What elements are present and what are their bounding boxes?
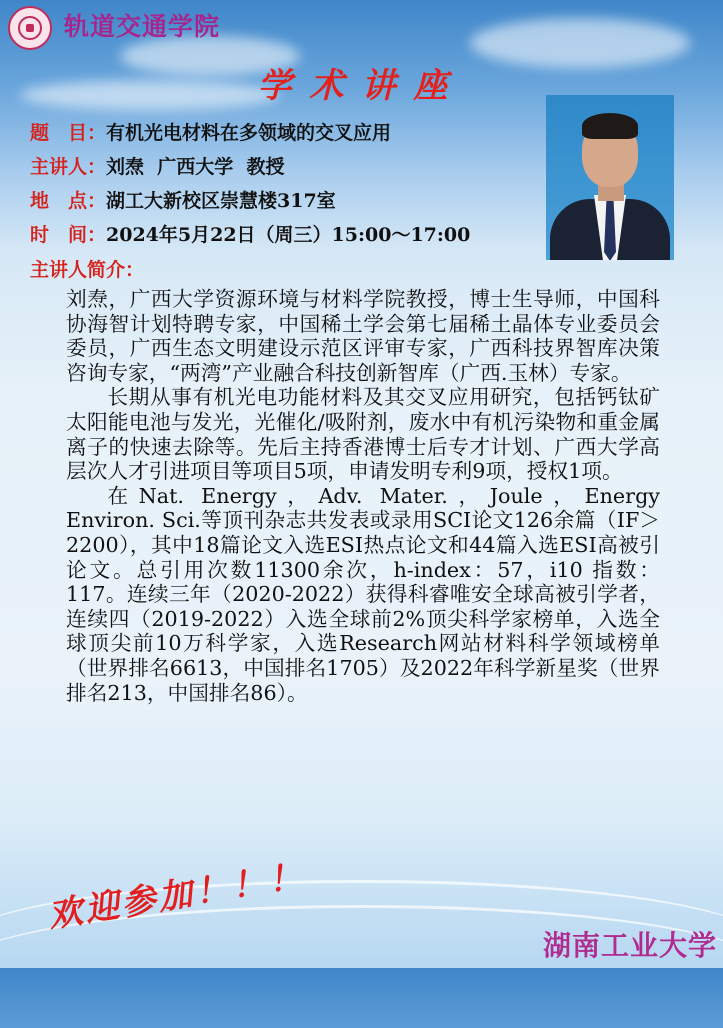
bio-label: 主讲人简介： [30,259,145,281]
bio-paragraph: 刘焘，广西大学资源环境与材料学院教授，博士生导师，中国科协海智计划特聘专家，中国稀土学会第七届稀土晶体专业委员会委员，广西生态文明建设示范区评审专家，广西科技界智库决策咨询专家，“两湾”产业融合科技创新智库（广西.玉林）专家。 [66,287,660,385]
university-name: 湖南工业大学 [542,929,717,962]
bio-text [66,287,660,705]
photo-hair [582,113,638,139]
info-label: 时 间： [30,224,107,246]
school-logo [8,6,52,50]
bio-paragraph: 长期从事有机光电功能材料及其交叉应用研究，包括钙钛矿太阳能电池与发光，光催化/吸附剂，废水中有机污染物和重金属离子的快速去除等。先后主持香港博士后专才计划、广西大学高层次人才引进项目等项目5项，申请发明专利9项，授权1项。 [66,385,660,484]
logo-ring [18,16,42,40]
info-value: 湖工大新校区崇慧楼317室 [106,190,336,212]
info-speaker [30,152,284,179]
info-value: 有机光电材料在多领域的交叉应用 [106,122,392,144]
welcome-text: 欢迎参加！！！ [45,855,308,937]
page-title: 学术讲座 [257,66,466,106]
bio-paragraph: 在Nat. Energy，Adv. Mater.，Joule，Energy Environ. Sci.等顶刊杂志共发表或录用SCI论文126余篇（IF＞2200），其中18篇论文入选ESI热点论文和44篇入选ESI高被引论文。总引用次数11300余次，h-index：57，i10 指数：117。连续三年（2020-2022）获得科睿唯安全球高被引学者，连续四（2019-2022）入选全球前2%顶尖科学家榜单，入选全球顶尖前10万科学家，入选Research网站材料科学领域榜单（世界排名6613，中国排名1705）及2022年科学新星奖（世界排名213，中国排名86）。 [66,483,660,705]
info-value: 刘焘 广西大学 教授 [106,156,285,178]
school-name: 轨道交通学院 [64,12,221,41]
info-label: 题 目： [30,122,107,144]
info-topic [30,118,391,145]
info-location [30,186,336,213]
speaker-photo [546,95,674,260]
info-value: 2024年5月22日（周三）15:00～17:00 [106,224,471,246]
info-time [30,220,470,247]
info-label: 主讲人： [30,156,107,178]
info-label: 地 点： [30,190,107,212]
logo-core [26,24,34,32]
